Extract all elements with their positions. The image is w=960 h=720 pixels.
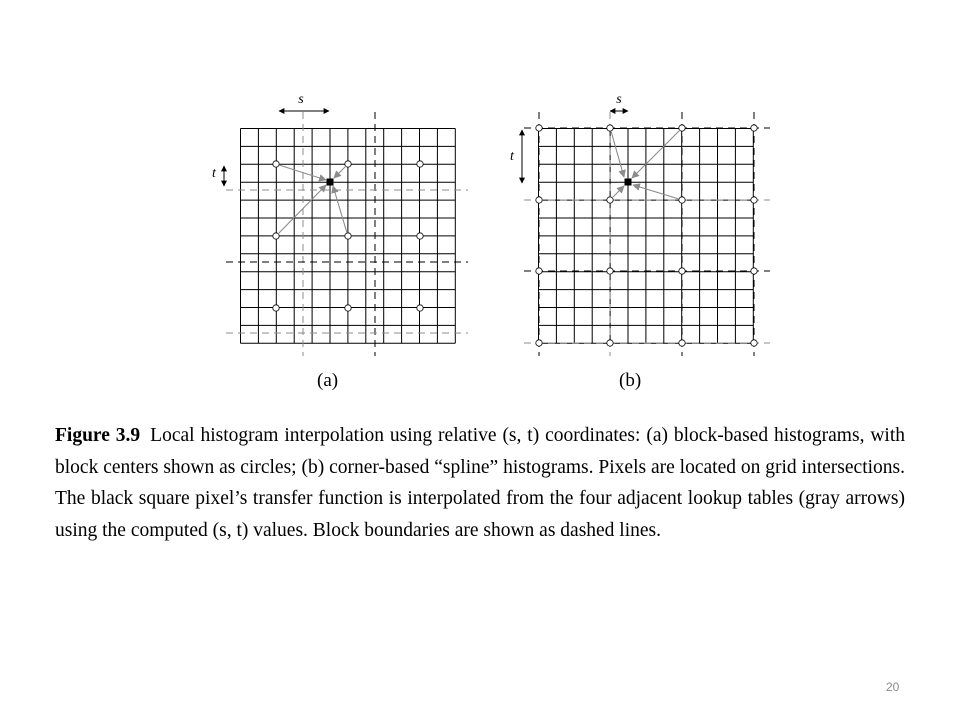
- block-center-circle: [417, 161, 423, 167]
- corner-circle: [751, 340, 757, 346]
- caption-math-st-2: (s, t): [212, 519, 249, 541]
- lookup-arrow: [611, 131, 624, 177]
- panel-b-s-label: s: [616, 92, 622, 107]
- panel-b-t-label: t: [510, 149, 514, 164]
- corner-circle: [751, 197, 757, 203]
- panel-a-s-label: s: [298, 92, 304, 107]
- black-square-pixel: [327, 179, 334, 186]
- figure-caption: [55, 420, 905, 546]
- panel-b-label: (b): [619, 370, 642, 391]
- page-number: 20: [886, 680, 900, 694]
- caption-math-st-1: (s, t): [502, 425, 540, 446]
- lookup-arrow: [333, 186, 347, 233]
- caption-text-1: Local histogram interpolation using relative: [150, 425, 503, 446]
- black-square-pixel: [625, 179, 632, 186]
- lookup-arrow: [278, 185, 326, 234]
- panel-b-grid: [539, 129, 754, 344]
- panel-a-diagram: [212, 92, 468, 356]
- panel-a-t-label: t: [212, 166, 216, 181]
- corner-circle: [679, 340, 685, 346]
- corner-circle: [536, 268, 542, 274]
- panel-b-block-boundaries: [524, 112, 770, 356]
- corner-circle: [607, 268, 613, 274]
- block-center-circle: [273, 161, 279, 167]
- corner-circle: [607, 125, 613, 131]
- corner-circle: [607, 340, 613, 346]
- block-center-circle: [345, 233, 351, 239]
- panel-a-label: (a): [317, 370, 339, 391]
- corner-circle: [679, 268, 685, 274]
- block-center-circle: [273, 305, 279, 311]
- corner-circle: [751, 125, 757, 131]
- corner-circle: [679, 197, 685, 203]
- corner-circle: [536, 197, 542, 203]
- block-center-circle: [417, 305, 423, 311]
- corner-circle: [751, 268, 757, 274]
- panel-b-diagram: [510, 92, 770, 356]
- lookup-arrow: [633, 185, 679, 199]
- lookup-arrow: [612, 186, 624, 198]
- block-center-circle: [345, 305, 351, 311]
- caption-text-3: values. Block boundaries are shown as dashed lines.: [248, 519, 662, 541]
- figure-label: Figure 3.9: [55, 425, 141, 446]
- caption-text-2: coordinates: (a) block-based histograms, with block centers shown as circles; (b) corner-based “spline” histograms. Pixels are located on grid intersections. The black square pixel’s transfer function is interpolated from the four adjacent lookup tables (gray arrows) using the computed: [55, 425, 906, 541]
- corner-circle: [536, 125, 542, 131]
- corner-circle: [536, 340, 542, 346]
- block-center-circle: [417, 233, 423, 239]
- lookup-arrow: [632, 130, 680, 178]
- lookup-arrow: [334, 166, 346, 178]
